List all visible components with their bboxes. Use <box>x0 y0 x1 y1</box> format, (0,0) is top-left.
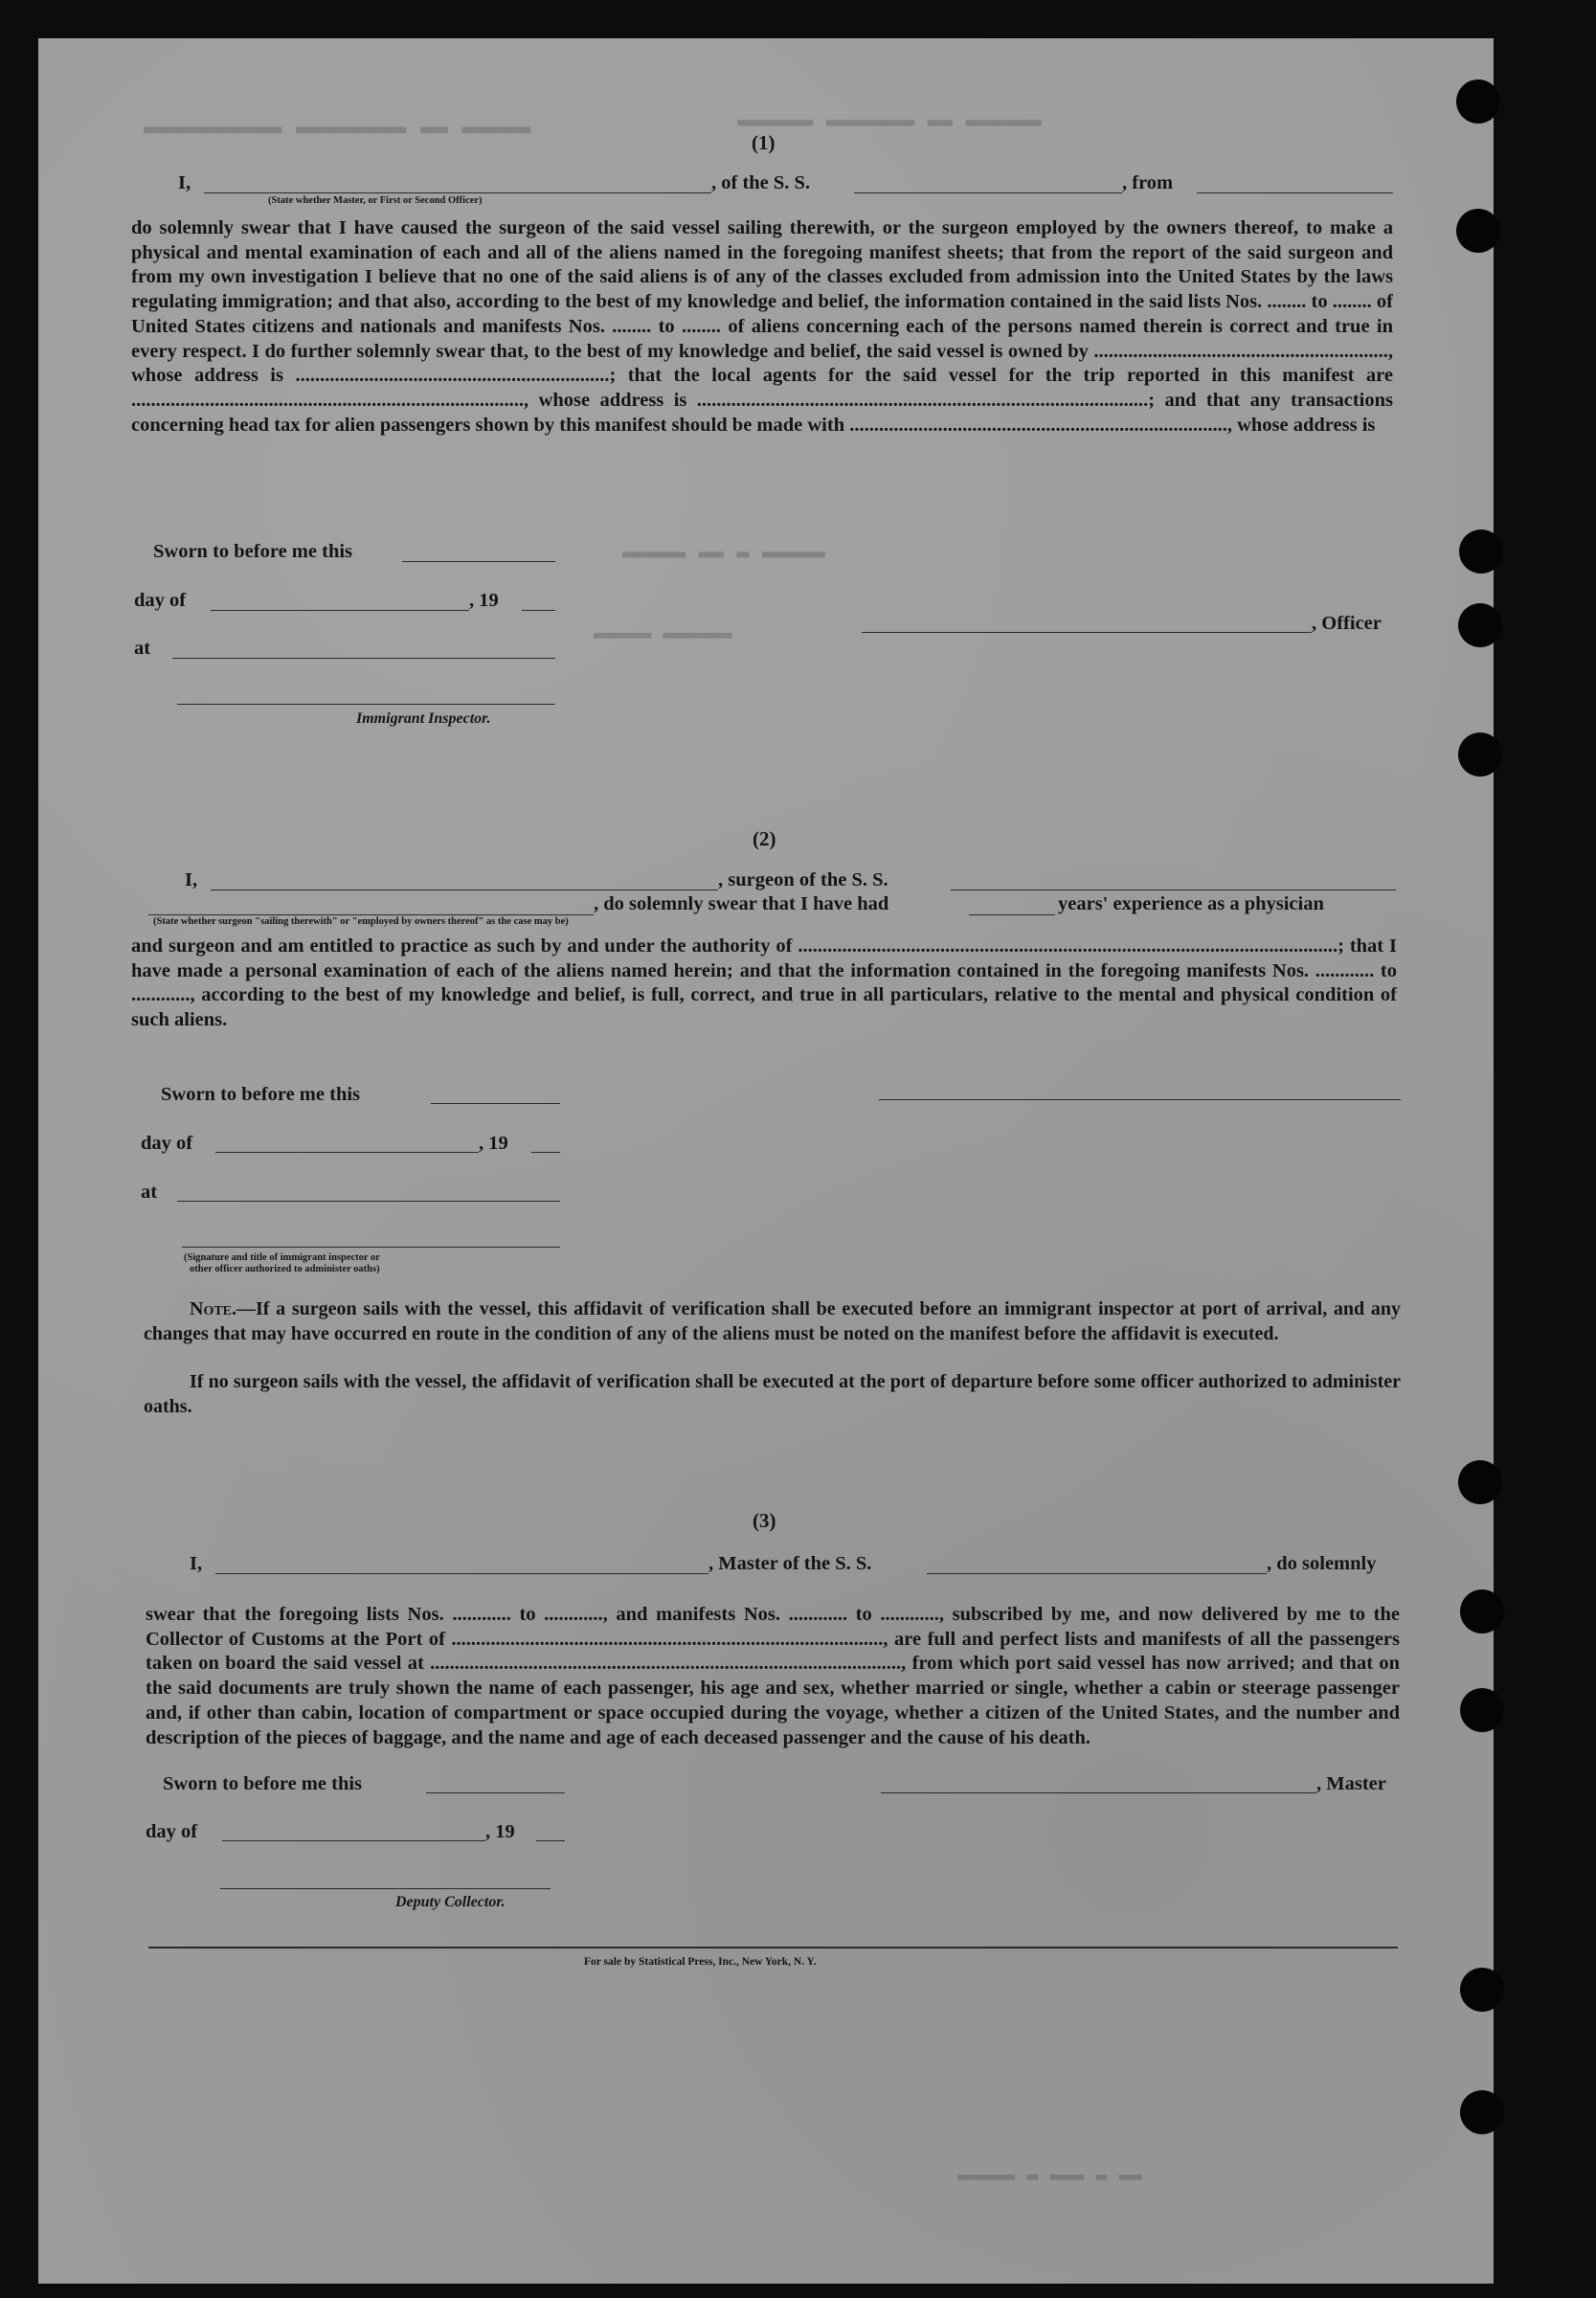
officer-label: , Officer <box>1312 613 1382 634</box>
day-of-label: day of <box>141 1133 193 1154</box>
day-of-field <box>215 1152 479 1153</box>
day-of-field <box>222 1840 485 1841</box>
bleed-through-mark: ▬▬ ▬ ▬▬▬ ▬ ▬▬▬▬▬ <box>957 2164 1142 2187</box>
day-of-label: day of <box>146 1821 198 1842</box>
punch-hole <box>1459 529 1503 574</box>
master-arrival-oath-text: swear that the foregoing lists Nos. ............ to ............, and manifests Nos. ............ to ............, subscribed by me, and now delivered by me to the Collector of Customs at the Port of ........................................................................................, are full and perfect lists and manifests of all the passengers taken on board the said vessel at ................................................................................................, from which port said vessel has now arrived; and that on the said documents are truly shown the name of each passenger, his age and sex, whether married or single, whether a cabin or steerage passenger and, if other than cabin, location of compartment or space occupied during the voyage, whether a citizen of the United States, and the number and description of the pieces of baggage, and the name and age of each deceased passenger and the cause of his death. <box>146 1604 1400 1748</box>
signature-caption: other officer authorized to administer oaths) <box>190 1264 380 1274</box>
at-field <box>177 1201 560 1202</box>
punch-hole <box>1458 732 1502 777</box>
master-vessel-field <box>927 1573 1267 1574</box>
surgeon-swear-label: , do solemnly swear that I have had <box>594 893 889 914</box>
punch-hole <box>1456 79 1500 124</box>
punch-hole <box>1458 1460 1502 1504</box>
years-label: years' experience as a physician <box>1058 893 1324 914</box>
surgeon-caption: (State whether surgeon "sailing therewith" or "employed by owners thereof" as the case may be) <box>153 916 569 927</box>
master-vessel-label: , Master of the S. S. <box>708 1553 872 1574</box>
section-number: (2) <box>753 827 776 850</box>
bleed-through-mark: ▬▬▬▬▬ ▬▬ ▬▬▬▬▬▬▬▬ ▬▬▬▬▬▬▬▬▬▬ <box>144 115 531 142</box>
section-number: (3) <box>753 1509 776 1532</box>
year-field <box>522 610 555 611</box>
surgeon-type-field <box>148 914 594 915</box>
surgeon-oath-text: and surgeon and am entitled to practice as such by and under the authority of ..............................................................................................................; that I have made a personal examination of each of the aliens named herein; and that the information contained in the foregoing manifests Nos. ............ to ............, according to the best of my knowledge and belief, is full, correct, and true in all particulars, relative to the mental and physical condition of such aliens. <box>131 935 1397 1031</box>
year-label: , 19 <box>469 590 499 611</box>
note-paragraph-2: If no surgeon sails with the vessel, the affidavit of verification shall be executed at the port of departure before some officer authorized to administer oaths. <box>144 1371 1401 1417</box>
deputy-collector-caption: Deputy Collector. <box>395 1894 506 1910</box>
punch-hole <box>1460 2090 1504 2134</box>
year-field <box>536 1840 565 1841</box>
swear-label: , do solemnly <box>1267 1553 1377 1574</box>
bleed-through-mark: ▬▬▬▬▬ ▬ ▬▬ ▬▬▬▬▬ <box>622 542 825 566</box>
punch-hole <box>1458 603 1502 647</box>
from-port-field <box>1197 192 1393 193</box>
note-label: Note. <box>190 1298 237 1319</box>
official-signature-field <box>182 1247 560 1248</box>
vessel-label: , of the S. S. <box>711 172 811 193</box>
signature-caption: (Signature and title of immigrant inspector or <box>184 1252 380 1263</box>
at-field <box>172 658 555 659</box>
years-experience-field <box>969 914 1055 915</box>
inspector-caption: Immigrant Inspector. <box>356 710 491 727</box>
from-label: , from <box>1122 172 1174 193</box>
at-label: at <box>141 1182 158 1203</box>
section-number: (1) <box>752 131 776 154</box>
master-statement-line: I, <box>190 1553 203 1574</box>
collector-signature-field <box>220 1888 551 1889</box>
master-oath-text: do solemnly swear that I have caused the surgeon of the said vessel sailing therewith, or the surgeon employed by the owners thereof, to make a physical and mental examination of each and all of the aliens named in the foregoing manifest sheets; that from the report of the said surgeon and from my own investigation I believe that no one of the said aliens is of any of the classes excluded from admission into the United States by the laws regulating immigration; and that also, according to the best of my knowledge and belief, the information contained in the said lists Nos. ........ to ........ of United States citizens and nationals and manifests Nos. ........ to ........ of aliens concerning each of the persons named therein is correct and true in every respect. I do further solemnly swear that, to the best of my knowledge and belief, the said vessel is owned by ............................................................, whose address is ................................................................; that the local agents for the said vessel for the trip reported in this manifest are ................................................................................, whose address is ............................................................................................; and that any transactions concerning head tax for alien passengers shown by this manifest should be made with ............................................................................., whose address is <box>131 217 1393 436</box>
officer-statement-line: I, <box>178 172 191 193</box>
punch-hole <box>1460 1688 1504 1732</box>
sworn-date-field <box>426 1792 565 1793</box>
punch-hole <box>1460 1589 1504 1633</box>
year-label: , 19 <box>479 1133 508 1154</box>
footer-rule <box>148 1947 1398 1949</box>
surgeon-vessel-label: , surgeon of the S. S. <box>718 869 888 890</box>
punch-hole <box>1460 1968 1504 2012</box>
bleed-through-mark: ▬▬▬▬▬▬ ▬▬▬▬▬ <box>594 622 732 645</box>
officer-name-field <box>204 192 711 193</box>
master-label: , Master <box>1316 1773 1386 1794</box>
day-of-field <box>211 610 469 611</box>
sworn-date-field <box>431 1103 560 1104</box>
year-field <box>531 1152 560 1153</box>
sworn-label: Sworn to before me this <box>161 1084 361 1105</box>
note-text: —If a surgeon sails with the vessel, this affidavit of verification shall be executed before an immigrant inspector at port of arrival, and any changes that may have occurred en route in the condition of any of the aliens must be noted on the manifest before the affidavit is executed. <box>144 1298 1401 1344</box>
printer-imprint: For sale by Statistical Press, Inc., New York, N. Y. <box>584 1956 817 1968</box>
punch-hole <box>1456 209 1500 253</box>
surgeon-statement-line: I, <box>185 869 198 890</box>
note-paragraph <box>144 1297 1401 1346</box>
officer-signature-field <box>862 632 1312 633</box>
sworn-date-field <box>402 561 555 562</box>
sworn-label: Sworn to before me this <box>153 541 353 562</box>
day-of-label: day of <box>134 590 187 611</box>
officer-caption: (State whether Master, or First or Second Officer) <box>268 195 483 206</box>
master-signature-field <box>881 1792 1316 1793</box>
vessel-name-field <box>854 192 1122 193</box>
year-label: , 19 <box>485 1821 515 1842</box>
sworn-label: Sworn to before me this <box>163 1773 363 1794</box>
inspector-signature-field <box>177 704 555 705</box>
at-label: at <box>134 638 151 659</box>
surgeon-signature-field <box>879 1099 1401 1100</box>
master-name-field <box>215 1573 708 1574</box>
bleed-through-mark: ▬▬▬▬▬▬ ▬▬ ▬▬▬▬▬▬▬ ▬▬▬▬▬▬ <box>737 110 1042 134</box>
